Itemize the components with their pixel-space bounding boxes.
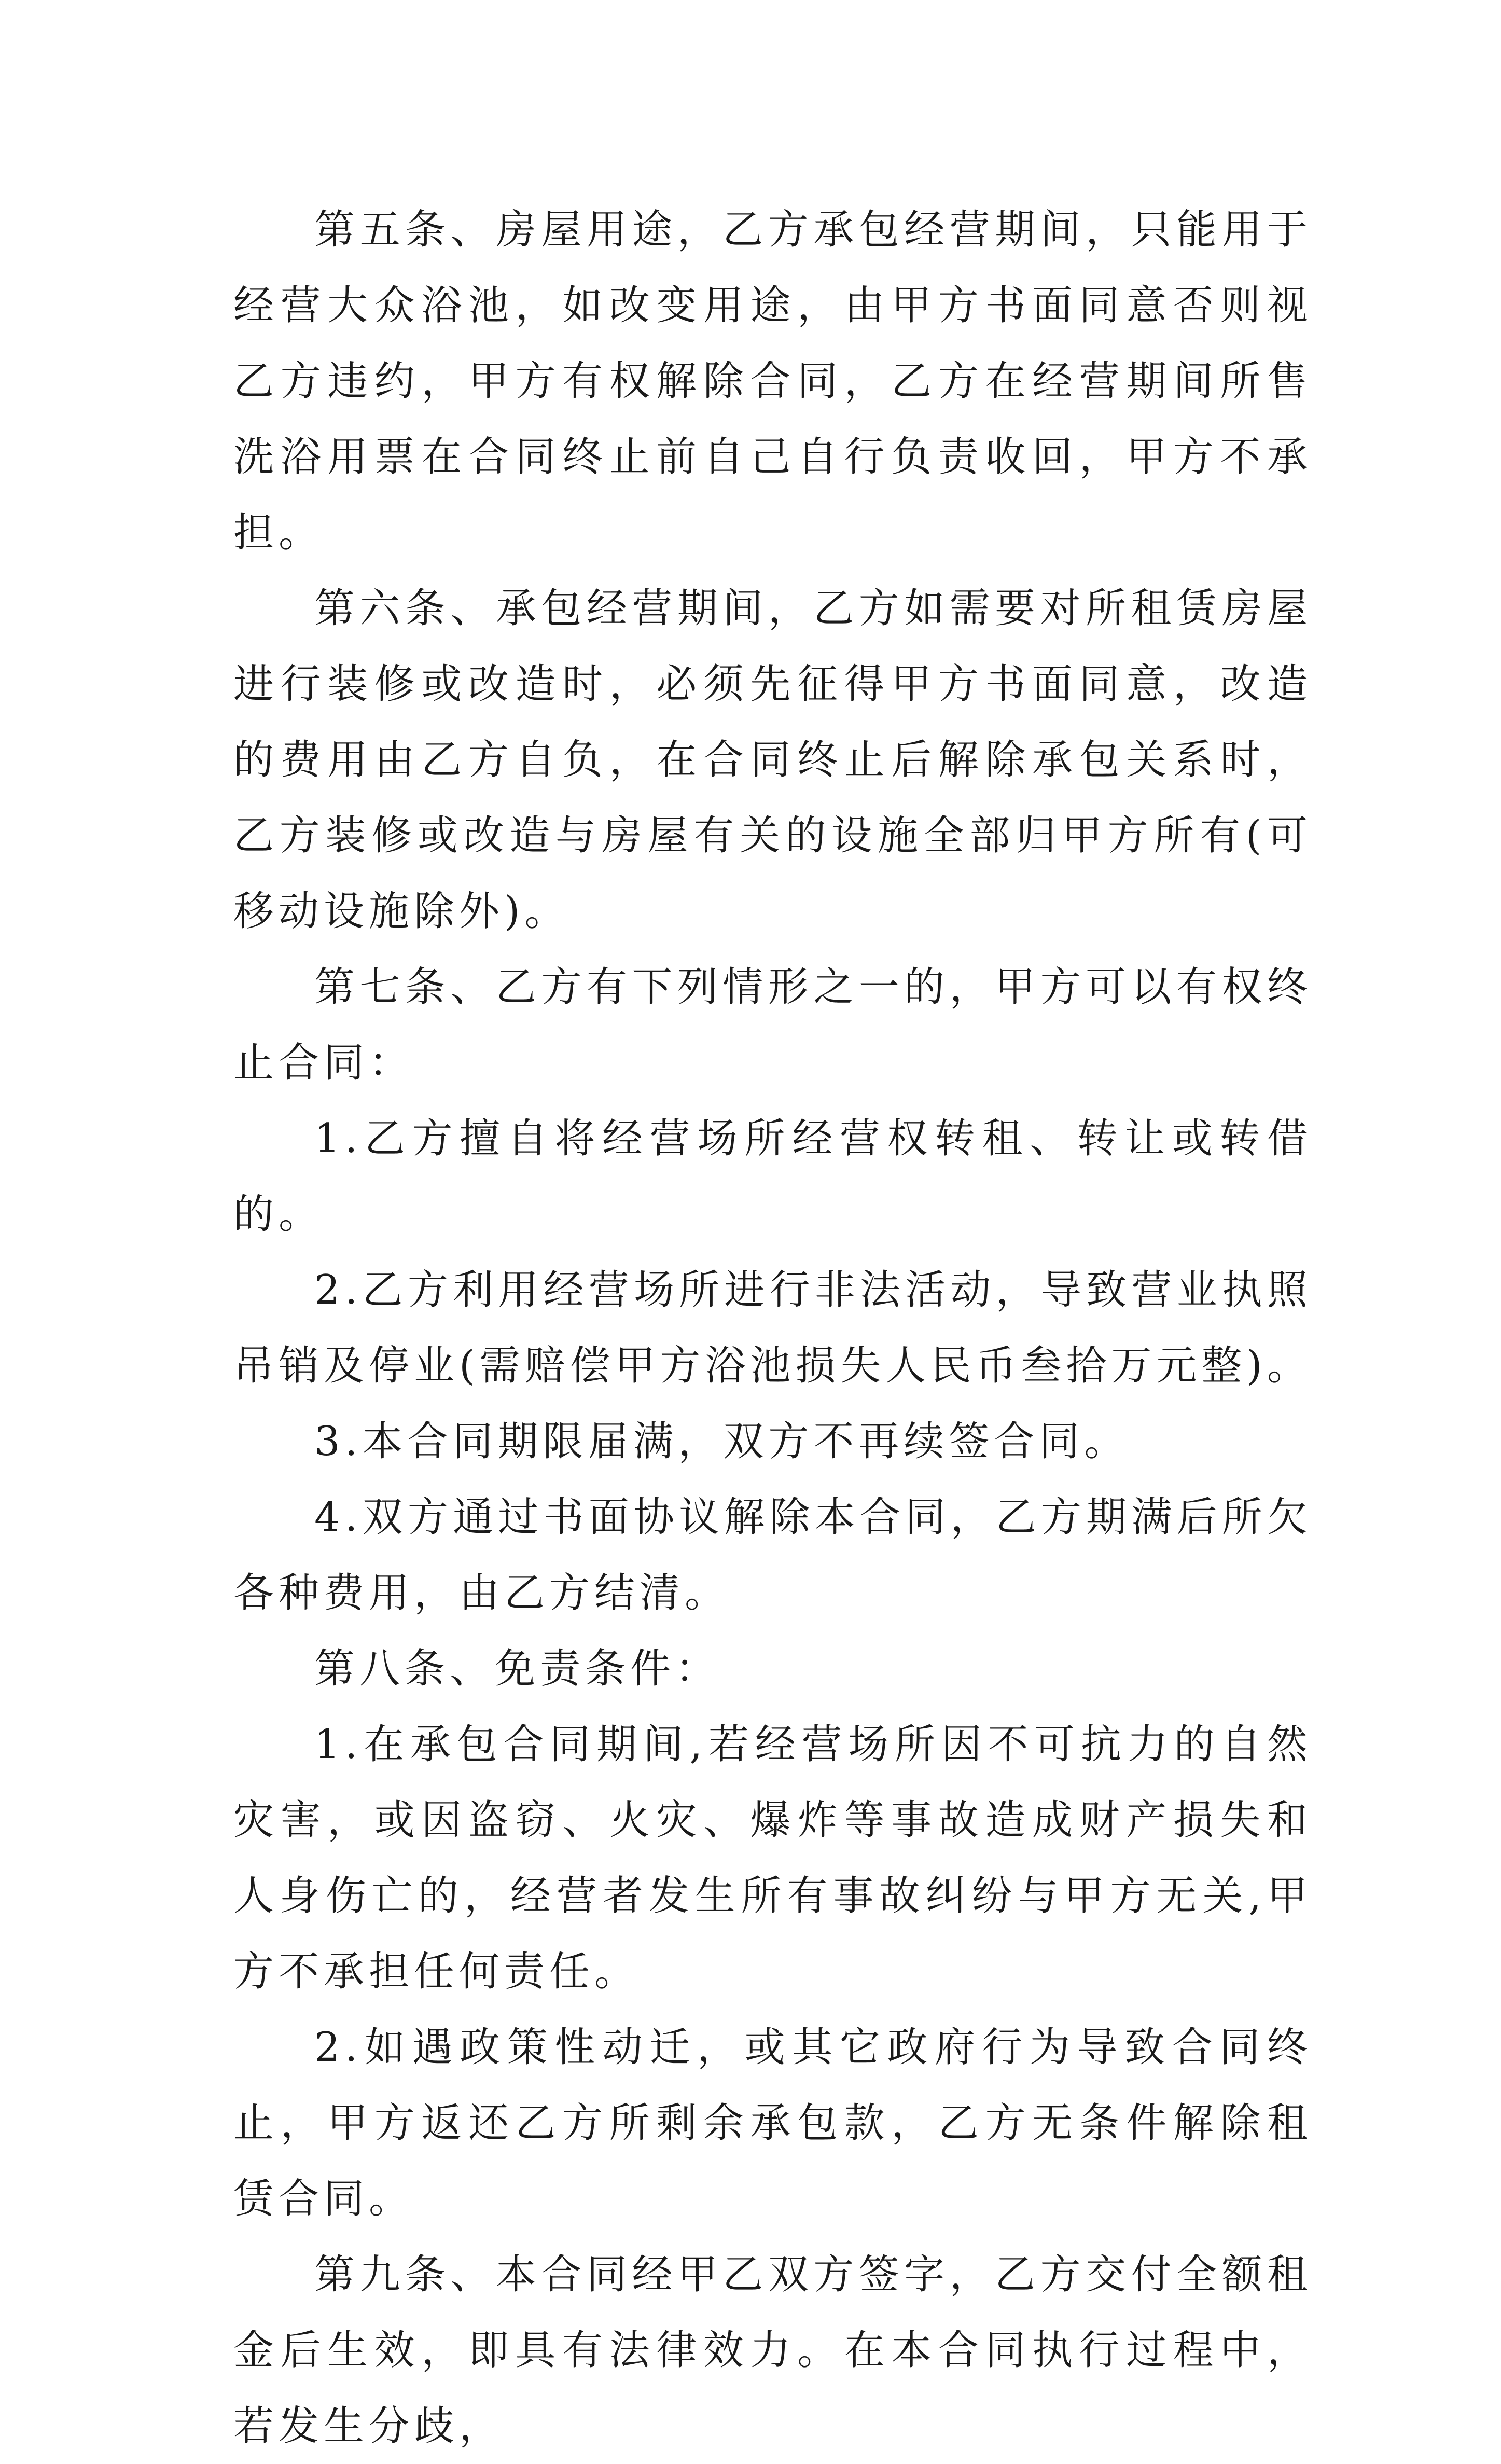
clause-8-item-1: 1.在承包合同期间,若经营场所因不可抗力的自然灾害，或因盗窃、火灾、爆炸等事故造成财产损失和人身伤亡的，经营者发生所有事故纠纷与甲方无关,甲方不承担任何责任。 [233, 1721, 1312, 1995]
clause-7-item-2: 2.乙方利用经营场所进行非法活动，导致营业执照吊销及停业(需赔偿甲方浴池损失人民币叁拾万元整)。 [233, 1267, 1312, 1389]
clause-9-paragraph: 第九条、本合同经甲乙双方签字，乙方交付全额租金后生效，即具有法律效力。在本合同执行过程中，若发生分歧， [233, 2251, 1312, 2449]
clause-5-paragraph: 第五条、房屋用途，乙方承包经营期间，只能用于经营大众浴池，如改变用途，由甲方书面同意否则视乙方违约，甲方有权解除合同，乙方在经营期间所售洗浴用票在合同终止前自己自行负责收回，甲方不承担。 [233, 206, 1312, 556]
clause-7-item-1: 1.乙方擅自将经营场所经营权转租、转让或转借的。 [233, 1115, 1312, 1238]
clause-7-item-4: 4.双方通过书面协议解除本合同，乙方期满后所欠各种费用，由乙方结清。 [233, 1494, 1312, 1616]
clause-8-heading: 第八条、免责条件： [314, 1645, 721, 1692]
clause-7-paragraph: 第七条、乙方有下列情形之一的，甲方可以有权终止合同： [233, 964, 1312, 1086]
clause-7-item-3: 3.本合同期限届满，双方不再续签合同。 [314, 1418, 1130, 1465]
clause-6-paragraph: 第六条、承包经营期间，乙方如需要对所租赁房屋进行装修或改造时，必须先征得甲方书面同意，改造的费用由乙方自负，在合同终止后解除承包关系时，乙方装修或改造与房屋有关的设施全部归甲方所有(可移动设施除外)。 [233, 585, 1312, 935]
document-body [233, 192, 1312, 2464]
clause-8-item-2: 2.如遇政策性动迁，或其它政府行为导致合同终止，甲方返还乙方所剩余承包款，乙方无条件解除租赁合同。 [233, 2024, 1312, 2222]
